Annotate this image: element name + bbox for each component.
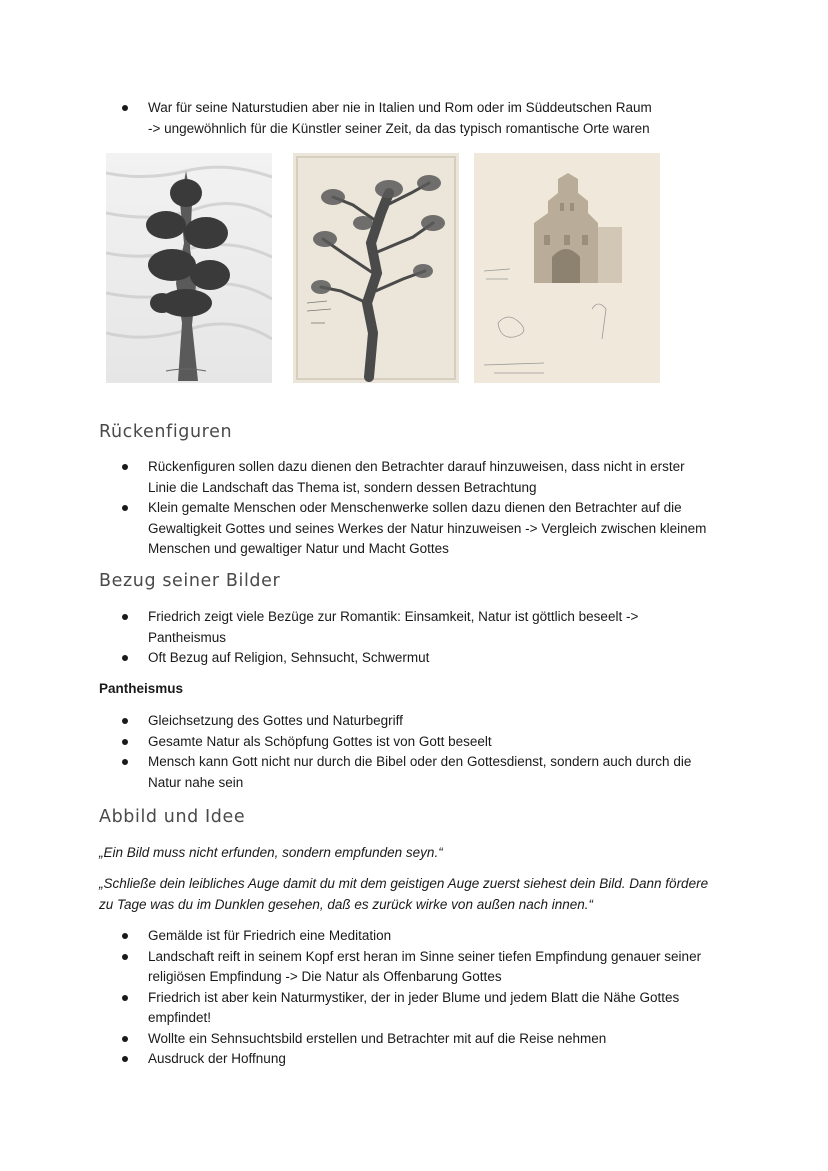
list-item-line: -> ungewöhnlich für die Künstler seiner Zeit, da das typisch romantische Orte waren bbox=[148, 120, 650, 136]
list-item bbox=[100, 1049, 740, 1070]
intro-list bbox=[100, 98, 740, 139]
list-item bbox=[100, 988, 740, 1029]
list-item-line: Rückenfiguren sollen dazu dienen den Betrachter darauf hinzuweisen, dass nicht in erster bbox=[148, 459, 685, 474]
list-item bbox=[100, 711, 740, 732]
list-item-line: Oft Bezug auf Religion, Sehnsucht, Schwermut bbox=[148, 650, 430, 665]
quote-2-line: zu Tage was du im Dunklen gesehen, daß es zurück wirke von außen nach innen.“ bbox=[99, 896, 594, 912]
quote-2-line: „Schließe dein leibliches Auge damit du mit dem geistigen Auge zuerst siehest dein Bild. Dann fördere bbox=[99, 876, 709, 891]
rueckenfiguren-list bbox=[100, 457, 740, 560]
list-item bbox=[100, 1029, 740, 1050]
list-item-line: Friedrich ist aber kein Naturmystiker, der in jeder Blume und jedem Blatt die Nähe Gottes bbox=[148, 989, 680, 1005]
list-item-line: Linie die Landschaft das Thema ist, sondern dessen Betrachtung bbox=[148, 479, 537, 495]
list-item bbox=[100, 648, 740, 669]
list-item-line: empfindet! bbox=[148, 1010, 212, 1025]
list-item-line: Pantheismus bbox=[148, 629, 227, 645]
list-item-line: Gleichsetzung des Gottes und Naturbegriff bbox=[148, 713, 403, 728]
list-item bbox=[100, 752, 740, 793]
section-title-abbild: Abbild und Idee bbox=[99, 807, 246, 827]
list-item bbox=[100, 926, 740, 947]
subheading-pantheismus: Pantheismus bbox=[99, 681, 184, 696]
quote-1: „Ein Bild muss nicht erfunden, sondern empfunden seyn.“ bbox=[99, 845, 443, 860]
list-item-line: Gemälde ist für Friedrich eine Meditation bbox=[148, 928, 392, 943]
list-item-line: Friedrich zeigt viele Bezüge zur Romantik: Einsamkeit, Natur ist göttlich beseelt -> bbox=[148, 609, 639, 624]
quote-2 bbox=[99, 874, 739, 915]
list-item bbox=[100, 98, 740, 139]
list-item bbox=[100, 457, 740, 498]
list-item bbox=[100, 607, 740, 648]
section-title-bezug: Bezug seiner Bilder bbox=[99, 571, 281, 591]
list-item-line: War für seine Naturstudien aber nie in Italien und Rom oder im Süddeutschen Raum bbox=[148, 100, 652, 115]
list-item-line: Natur nahe sein bbox=[148, 774, 244, 790]
tree-sketch-image-2 bbox=[293, 153, 459, 383]
list-item-line: Mensch kann Gott nicht nur durch die Bibel oder den Gottesdienst, sondern auch durch die bbox=[148, 754, 692, 769]
list-item-line: Gesamte Natur als Schöpfung Gottes ist von Gott beseelt bbox=[148, 733, 492, 749]
tree-sketch-image-1 bbox=[106, 153, 272, 383]
bezug-list bbox=[100, 607, 740, 669]
list-item-line: Wollte ein Sehnsuchtsbild erstellen und Betrachter mit auf die Reise nehmen bbox=[148, 1030, 607, 1046]
list-item-line: Klein gemalte Menschen oder Menschenwerke sollen dazu dienen den Betrachter auf die bbox=[148, 500, 682, 515]
list-item bbox=[100, 498, 740, 560]
list-item-line: Gewaltigkeit Gottes und seines Werkes der Natur hinzuweisen -> Vergleich zwischen kleinem bbox=[148, 520, 707, 536]
list-item bbox=[100, 732, 740, 753]
pantheismus-list bbox=[100, 711, 740, 793]
list-item-line: Ausdruck der Hoffnung bbox=[148, 1051, 286, 1066]
list-item-line: Menschen und gewaltiger Natur und Macht Gottes bbox=[148, 541, 449, 556]
list-item-line: religiösen Empfindung -> Die Natur als Offenbarung Gottes bbox=[148, 969, 502, 984]
list-item bbox=[100, 947, 740, 988]
list-item-line: Landschaft reift in seinem Kopf erst heran im Sinne seiner tiefen Empfindung genauer seiner bbox=[148, 948, 702, 964]
section-title-rueckenfiguren: Rückenfiguren bbox=[99, 422, 233, 442]
building-sketch-image bbox=[474, 153, 660, 383]
abbild-list bbox=[100, 926, 740, 1070]
